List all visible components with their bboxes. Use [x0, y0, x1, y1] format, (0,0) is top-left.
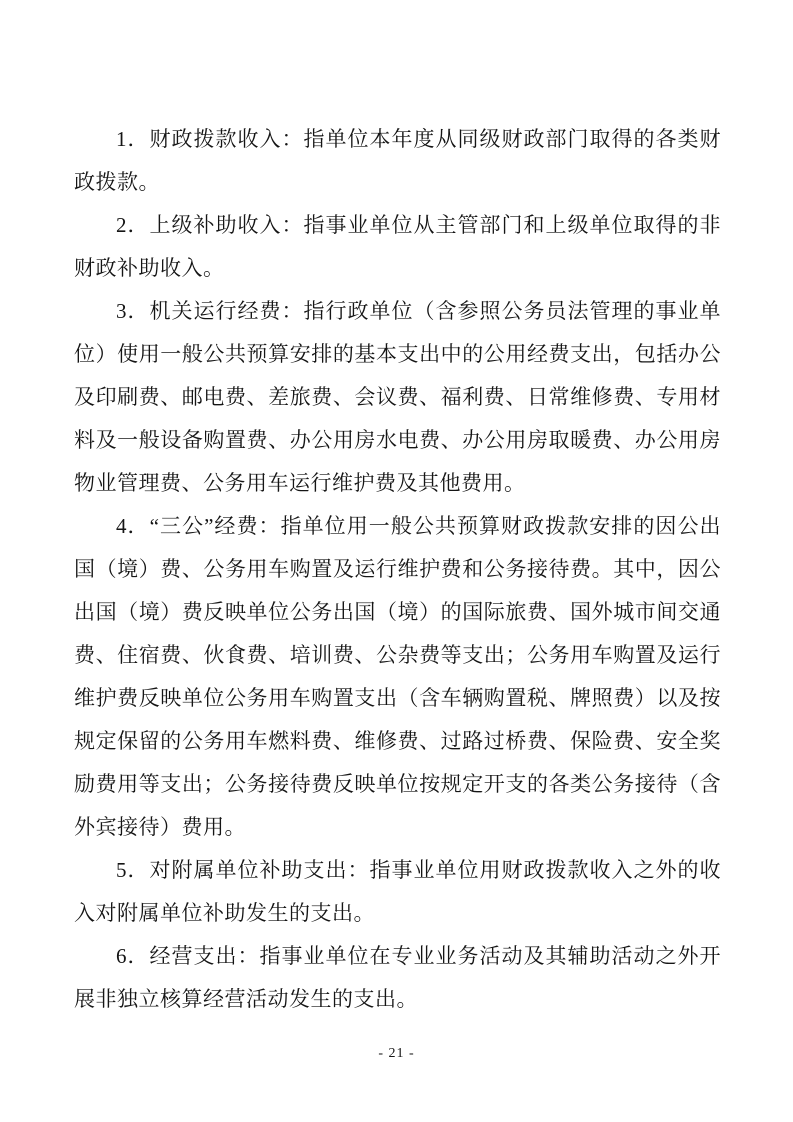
page-number: - 21 -: [378, 1046, 415, 1061]
paragraph-three-public-expenses: 4．“三公”经费：指单位用一般公共预算财政拨款安排的因公出国（境）费、公务用车购置及运行维护费和公务接待费。其中，因公出国（境）费反映单位公务出国（境）的国际旅费、国外城市间交通费、住宿费、伙食费、培训费、公杂费等支出；公务用车购置及运行维护费反映单位公务用车购置支出（含车辆购置税、牌照费）以及按规定保留的公务用车燃料费、维修费、过路过桥费、保险费、安全奖励费用等支出；公务接待费反映单位按规定开支的各类公务接待（含外宾接待）费用。: [74, 514, 721, 839]
document-body: [74, 118, 721, 1021]
paragraph-fiscal-appropriation-income: 1．财政拨款收入：指单位本年度从同级财政部门取得的各类财政拨款。: [74, 127, 721, 194]
paragraph-subsidy-to-affiliated-units: 5．对附属单位补助支出：指事业单位用财政拨款收入之外的收入对附属单位补助发生的支出。: [74, 858, 721, 925]
paragraph-operating-expenditure: 6．经营支出：指事业单位在专业业务活动及其辅助活动之外开展非独立核算经营活动发生的支出。: [74, 944, 721, 1011]
paragraph-superior-subsidy-income: 2．上级补助收入：指事业单位从主管部门和上级单位取得的非财政补助收入。: [74, 213, 721, 280]
paragraph-agency-operating-funds: 3．机关运行经费：指行政单位（含参照公务员法管理的事业单位）使用一般公共预算安排的基本支出中的公用经费支出，包括办公及印刷费、邮电费、差旅费、会议费、福利费、日常维修费、专用材料及一般设备购置费、办公用房水电费、办公用房取暖费、办公用房物业管理费、公务用车运行维护费及其他费用。: [74, 299, 721, 495]
